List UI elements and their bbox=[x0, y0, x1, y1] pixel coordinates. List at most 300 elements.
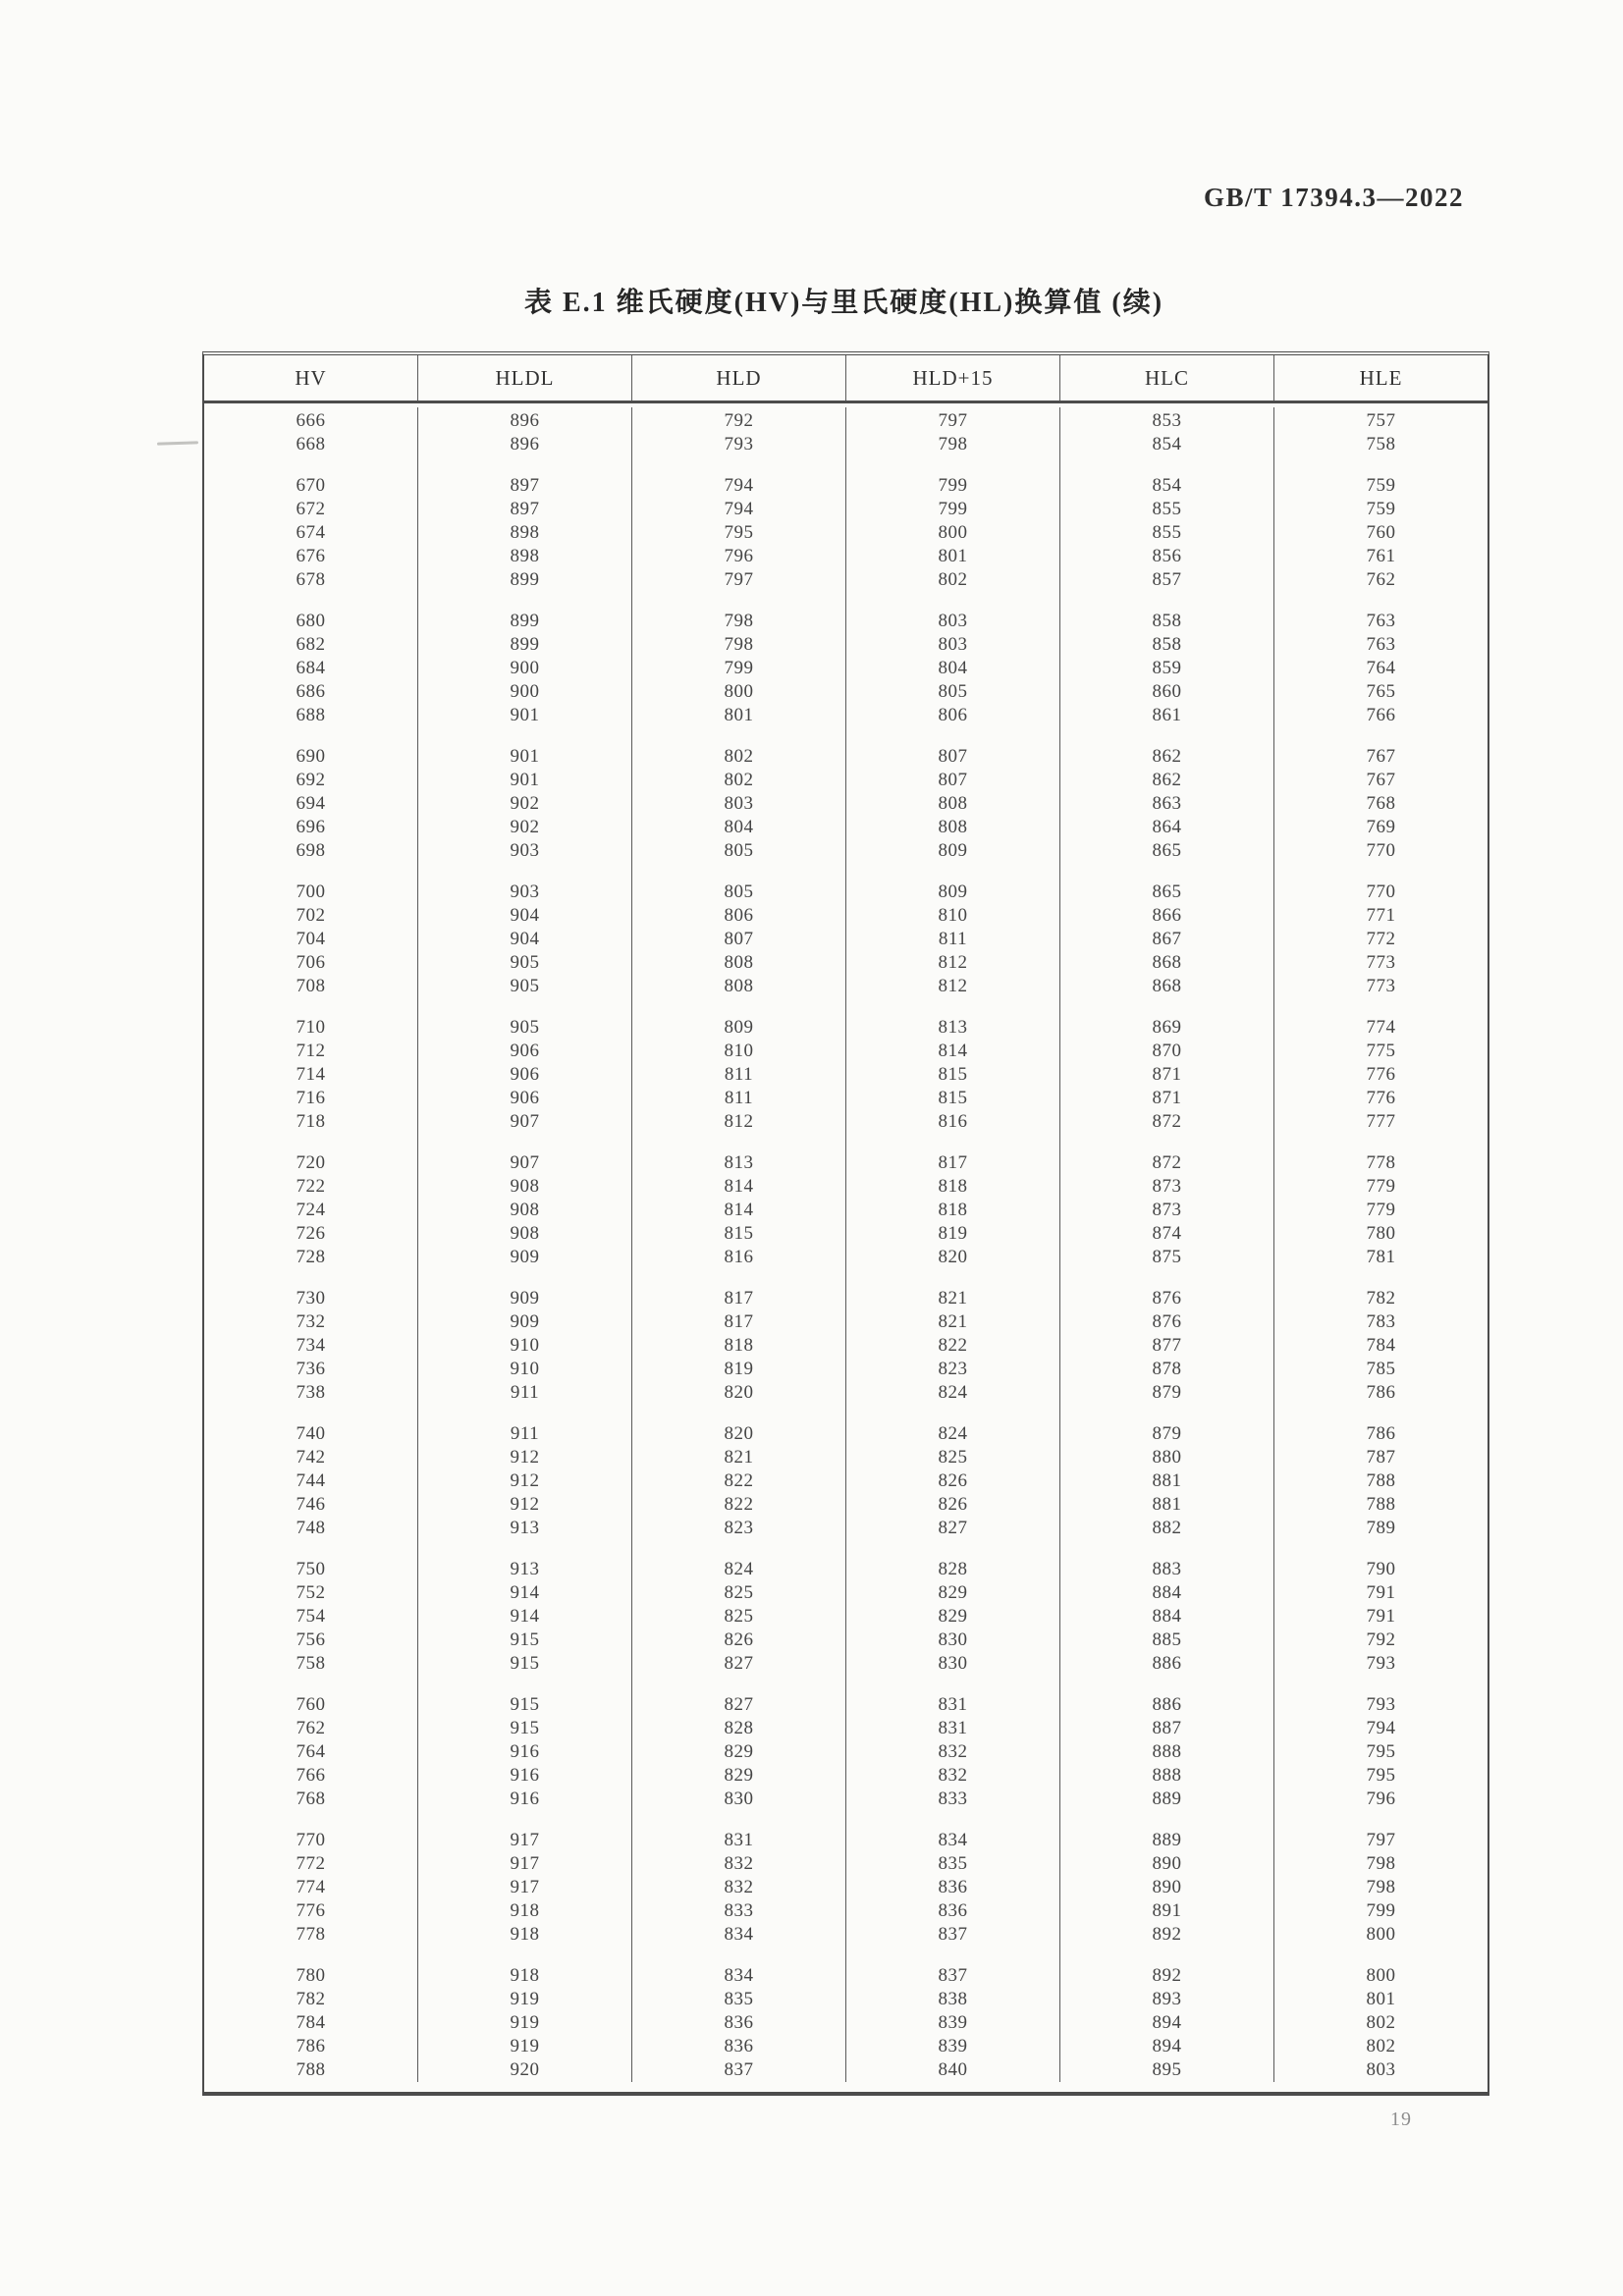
table-cell: 799 bbox=[938, 499, 968, 519]
table-cell: 820 bbox=[724, 1423, 754, 1444]
table-cell: 898 bbox=[510, 522, 540, 543]
table-cell: 813 bbox=[724, 1152, 754, 1173]
table-cell: 829 bbox=[938, 1606, 968, 1627]
table-cell: 688 bbox=[296, 705, 326, 725]
table-cell: 831 bbox=[938, 1718, 968, 1738]
table-cell: 914 bbox=[510, 1582, 540, 1603]
table-cell: 690 bbox=[296, 746, 326, 767]
table-cell: 761 bbox=[1366, 546, 1396, 566]
table-cell: 881 bbox=[1152, 1470, 1182, 1491]
table-cell: 916 bbox=[510, 1789, 540, 1809]
table-cell: 788 bbox=[296, 2059, 326, 2080]
row-group bbox=[1060, 1151, 1273, 1269]
table-cell: 773 bbox=[1366, 976, 1396, 996]
table-cell: 917 bbox=[510, 1830, 540, 1850]
table-cell: 794 bbox=[1366, 1718, 1396, 1738]
table-cell: 818 bbox=[724, 1335, 754, 1356]
table-cell: 890 bbox=[1152, 1877, 1182, 1897]
table-cell: 879 bbox=[1152, 1423, 1182, 1444]
table-cell: 919 bbox=[510, 2012, 540, 2033]
table-cell: 702 bbox=[296, 905, 326, 926]
table-cell: 775 bbox=[1366, 1041, 1396, 1061]
table-cell: 905 bbox=[510, 1017, 540, 1038]
table-cell: 800 bbox=[724, 681, 754, 702]
row-group bbox=[632, 1693, 845, 1811]
table-cell: 896 bbox=[510, 410, 540, 431]
row-group bbox=[418, 1151, 631, 1269]
table-cell: 819 bbox=[938, 1223, 968, 1244]
row-group bbox=[846, 1151, 1059, 1269]
table-cell: 918 bbox=[510, 1924, 540, 1945]
table-cell: 813 bbox=[938, 1017, 968, 1038]
table-cell: 911 bbox=[510, 1423, 540, 1444]
table-cell: 875 bbox=[1152, 1247, 1182, 1267]
table-cell: 728 bbox=[296, 1247, 326, 1267]
table-cell: 698 bbox=[296, 840, 326, 861]
table-cell: 788 bbox=[1366, 1470, 1396, 1491]
row-group bbox=[204, 745, 417, 863]
table-cell: 826 bbox=[938, 1494, 968, 1515]
table-cell: 899 bbox=[510, 569, 540, 590]
table-cell: 883 bbox=[1152, 1559, 1182, 1579]
table-cell: 856 bbox=[1152, 546, 1182, 566]
table-cell: 811 bbox=[724, 1064, 754, 1085]
table-cell: 815 bbox=[724, 1223, 754, 1244]
table-cell: 791 bbox=[1366, 1582, 1396, 1603]
table-cell: 807 bbox=[724, 929, 754, 949]
table-cell: 829 bbox=[724, 1765, 754, 1786]
table-cell: 830 bbox=[724, 1789, 754, 1809]
table-cell: 758 bbox=[296, 1653, 326, 1674]
table-cell: 893 bbox=[1152, 1989, 1182, 2009]
row-group bbox=[204, 409, 417, 456]
table-cell: 895 bbox=[1152, 2059, 1182, 2080]
table-cell: 919 bbox=[510, 2036, 540, 2056]
table-cell: 824 bbox=[938, 1382, 968, 1403]
table-cell: 896 bbox=[510, 434, 540, 454]
table-cell: 825 bbox=[724, 1606, 754, 1627]
table-cell: 770 bbox=[1366, 881, 1396, 902]
table-cell: 840 bbox=[938, 2059, 968, 2080]
table-cell: 810 bbox=[938, 905, 968, 926]
table-cell: 776 bbox=[1366, 1088, 1396, 1108]
table-cell: 901 bbox=[510, 770, 540, 790]
table-cell: 778 bbox=[296, 1924, 326, 1945]
table-cell: 839 bbox=[938, 2012, 968, 2033]
table-cell: 823 bbox=[724, 1518, 754, 1538]
table-cell: 765 bbox=[1366, 681, 1396, 702]
table-cell: 706 bbox=[296, 952, 326, 973]
table-title: 表 E.1 维氏硬度(HV)与里氏硬度(HL)换算值 (续) bbox=[523, 288, 1164, 318]
table-cell: 774 bbox=[1366, 1017, 1396, 1038]
table-cell: 831 bbox=[938, 1694, 968, 1715]
table-cell: 865 bbox=[1152, 881, 1182, 902]
row-group bbox=[632, 1151, 845, 1269]
table-cell: 742 bbox=[296, 1447, 326, 1468]
table-cell: 873 bbox=[1152, 1176, 1182, 1197]
table-cell: 903 bbox=[510, 881, 540, 902]
table-cell: 862 bbox=[1152, 746, 1182, 767]
table-cell: 708 bbox=[296, 976, 326, 996]
table-cell: 864 bbox=[1152, 817, 1182, 837]
table-cell: 913 bbox=[510, 1518, 540, 1538]
table-cell: 785 bbox=[1366, 1359, 1396, 1379]
table-cell: 788 bbox=[1366, 1494, 1396, 1515]
table-cell: 805 bbox=[724, 881, 754, 902]
table-cell: 776 bbox=[296, 1900, 326, 1921]
table-cell: 776 bbox=[1366, 1064, 1396, 1085]
row-group bbox=[846, 474, 1059, 592]
table-cell: 704 bbox=[296, 929, 326, 949]
table-cell: 880 bbox=[1152, 1447, 1182, 1468]
table-cell: 802 bbox=[724, 746, 754, 767]
table-cell: 724 bbox=[296, 1200, 326, 1220]
table-cell: 837 bbox=[938, 1965, 968, 1986]
table-cell: 827 bbox=[724, 1653, 754, 1674]
row-group bbox=[1274, 1693, 1488, 1811]
table-cell: 666 bbox=[296, 410, 326, 431]
row-group bbox=[846, 881, 1059, 998]
table-cell: 793 bbox=[724, 434, 754, 454]
row-group bbox=[1274, 1558, 1488, 1676]
table-cell: 822 bbox=[724, 1470, 754, 1491]
row-group bbox=[1060, 409, 1273, 456]
table-cell: 918 bbox=[510, 1965, 540, 1986]
row-group bbox=[1060, 745, 1273, 863]
table-cell: 915 bbox=[510, 1694, 540, 1715]
table-cell: 836 bbox=[724, 2036, 754, 2056]
table-cell: 832 bbox=[724, 1877, 754, 1897]
row-group bbox=[418, 1287, 631, 1405]
table-cell: 909 bbox=[510, 1311, 540, 1332]
table-cell: 777 bbox=[1366, 1111, 1396, 1132]
row-group bbox=[1060, 1422, 1273, 1540]
row-group bbox=[846, 1287, 1059, 1405]
table-cell: 789 bbox=[1366, 1518, 1396, 1538]
table-cell: 822 bbox=[724, 1494, 754, 1515]
table-cell: 773 bbox=[1366, 952, 1396, 973]
table-cell: 820 bbox=[938, 1247, 968, 1267]
table-cell: 732 bbox=[296, 1311, 326, 1332]
table-cell: 884 bbox=[1152, 1606, 1182, 1627]
row-group bbox=[632, 1287, 845, 1405]
row-group bbox=[1274, 1964, 1488, 2082]
table-cell: 686 bbox=[296, 681, 326, 702]
table-cell: 877 bbox=[1152, 1335, 1182, 1356]
table-cell: 734 bbox=[296, 1335, 326, 1356]
row-group bbox=[204, 474, 417, 592]
table-cell: 774 bbox=[296, 1877, 326, 1897]
table-cell: 920 bbox=[510, 2059, 540, 2080]
table-cell: 714 bbox=[296, 1064, 326, 1085]
table-cell: 876 bbox=[1152, 1288, 1182, 1308]
table-cell: 762 bbox=[1366, 569, 1396, 590]
table-cell: 800 bbox=[1366, 1924, 1396, 1945]
column-header: HLD bbox=[632, 355, 846, 400]
table-cell: 818 bbox=[938, 1200, 968, 1220]
row-group bbox=[1060, 1287, 1273, 1405]
table-cell: 798 bbox=[724, 611, 754, 631]
table-cell: 823 bbox=[938, 1359, 968, 1379]
row-group bbox=[1274, 474, 1488, 592]
table-cell: 907 bbox=[510, 1111, 540, 1132]
table-cell: 836 bbox=[938, 1900, 968, 1921]
table-cell: 790 bbox=[1366, 1559, 1396, 1579]
row-group bbox=[1274, 409, 1488, 456]
table-cell: 855 bbox=[1152, 499, 1182, 519]
table-cell: 897 bbox=[510, 475, 540, 496]
row-group bbox=[204, 1964, 417, 2082]
table-cell: 912 bbox=[510, 1447, 540, 1468]
table-cell: 909 bbox=[510, 1247, 540, 1267]
table-cell: 828 bbox=[724, 1718, 754, 1738]
table-cell: 796 bbox=[724, 546, 754, 566]
table-cell: 887 bbox=[1152, 1718, 1182, 1738]
table-cell: 912 bbox=[510, 1494, 540, 1515]
row-group bbox=[846, 745, 1059, 863]
table-cell: 798 bbox=[938, 434, 968, 454]
table-cell: 682 bbox=[296, 634, 326, 655]
table-cell: 855 bbox=[1152, 522, 1182, 543]
row-group bbox=[632, 1422, 845, 1540]
table-cell: 904 bbox=[510, 905, 540, 926]
table-cell: 738 bbox=[296, 1382, 326, 1403]
table-cell: 881 bbox=[1152, 1494, 1182, 1515]
row-group bbox=[1274, 1151, 1488, 1269]
table-cell: 839 bbox=[938, 2036, 968, 2056]
table-cell: 809 bbox=[938, 881, 968, 902]
table-cell: 885 bbox=[1152, 1629, 1182, 1650]
table-cell: 763 bbox=[1366, 611, 1396, 631]
table-cell: 914 bbox=[510, 1606, 540, 1627]
table-cell: 915 bbox=[510, 1718, 540, 1738]
table-cell: 836 bbox=[938, 1877, 968, 1897]
table-cell: 811 bbox=[938, 929, 968, 949]
table-column bbox=[846, 407, 1060, 2082]
table-cell: 810 bbox=[724, 1041, 754, 1061]
row-group bbox=[1274, 610, 1488, 727]
scan-artifact-mark bbox=[157, 441, 198, 445]
row-group bbox=[418, 745, 631, 863]
table-cell: 818 bbox=[938, 1176, 968, 1197]
table-cell: 767 bbox=[1366, 770, 1396, 790]
table-cell: 826 bbox=[938, 1470, 968, 1491]
row-group bbox=[418, 1558, 631, 1676]
table-cell: 768 bbox=[1366, 793, 1396, 814]
table-cell: 770 bbox=[296, 1830, 326, 1850]
table-cell: 917 bbox=[510, 1853, 540, 1874]
table-cell: 907 bbox=[510, 1152, 540, 1173]
table-cell: 797 bbox=[1366, 1830, 1396, 1850]
table-cell: 860 bbox=[1152, 681, 1182, 702]
table-cell: 718 bbox=[296, 1111, 326, 1132]
table-cell: 787 bbox=[1366, 1447, 1396, 1468]
row-group bbox=[632, 745, 845, 863]
table-column bbox=[418, 407, 632, 2082]
row-group bbox=[418, 1964, 631, 2082]
table-cell: 916 bbox=[510, 1765, 540, 1786]
table-cell: 771 bbox=[1366, 905, 1396, 926]
table-cell: 918 bbox=[510, 1900, 540, 1921]
table-cell: 892 bbox=[1152, 1965, 1182, 1986]
row-group bbox=[204, 1829, 417, 1947]
table-cell: 832 bbox=[938, 1741, 968, 1762]
table-cell: 902 bbox=[510, 817, 540, 837]
row-group bbox=[846, 1558, 1059, 1676]
table-cell: 793 bbox=[1366, 1694, 1396, 1715]
row-group bbox=[846, 1964, 1059, 2082]
table-cell: 784 bbox=[296, 2012, 326, 2033]
table-cell: 794 bbox=[724, 499, 754, 519]
table-cell: 865 bbox=[1152, 840, 1182, 861]
row-group bbox=[204, 881, 417, 998]
table-cell: 801 bbox=[938, 546, 968, 566]
table-cell: 858 bbox=[1152, 611, 1182, 631]
table-cell: 821 bbox=[938, 1311, 968, 1332]
table-cell: 802 bbox=[724, 770, 754, 790]
table-cell: 816 bbox=[724, 1247, 754, 1267]
table-cell: 808 bbox=[724, 952, 754, 973]
table-cell: 854 bbox=[1152, 475, 1182, 496]
table-cell: 720 bbox=[296, 1152, 326, 1173]
row-group bbox=[632, 1558, 845, 1676]
table-cell: 892 bbox=[1152, 1924, 1182, 1945]
table-cell: 780 bbox=[296, 1965, 326, 1986]
row-group bbox=[1060, 1016, 1273, 1134]
table-cell: 812 bbox=[724, 1111, 754, 1132]
row-group bbox=[204, 1151, 417, 1269]
table-cell: 854 bbox=[1152, 434, 1182, 454]
table-cell: 680 bbox=[296, 611, 326, 631]
table-cell: 917 bbox=[510, 1877, 540, 1897]
table-cell: 905 bbox=[510, 976, 540, 996]
row-group bbox=[418, 474, 631, 592]
table-cell: 700 bbox=[296, 881, 326, 902]
table-cell: 863 bbox=[1152, 793, 1182, 814]
table-cell: 835 bbox=[938, 1853, 968, 1874]
table-cell: 824 bbox=[724, 1559, 754, 1579]
table-cell: 817 bbox=[938, 1152, 968, 1173]
table-cell: 805 bbox=[724, 840, 754, 861]
table-cell: 826 bbox=[724, 1629, 754, 1650]
table-cell: 912 bbox=[510, 1470, 540, 1491]
table-cell: 791 bbox=[1366, 1606, 1396, 1627]
row-group bbox=[204, 610, 417, 727]
table-cell: 872 bbox=[1152, 1111, 1182, 1132]
column-header: HLD+15 bbox=[846, 355, 1060, 400]
table-cell: 853 bbox=[1152, 410, 1182, 431]
table-cell: 814 bbox=[724, 1176, 754, 1197]
table-cell: 763 bbox=[1366, 634, 1396, 655]
table-cell: 696 bbox=[296, 817, 326, 837]
table-cell: 879 bbox=[1152, 1382, 1182, 1403]
table-cell: 834 bbox=[724, 1924, 754, 1945]
table-cell: 795 bbox=[1366, 1765, 1396, 1786]
row-group bbox=[1274, 745, 1488, 863]
table-cell: 795 bbox=[1366, 1741, 1396, 1762]
table-cell: 798 bbox=[724, 634, 754, 655]
table-cell: 894 bbox=[1152, 2012, 1182, 2033]
table-cell: 830 bbox=[938, 1629, 968, 1650]
row-group bbox=[1274, 1422, 1488, 1540]
table-cell: 722 bbox=[296, 1176, 326, 1197]
column-header: HLC bbox=[1060, 355, 1274, 400]
table-cell: 867 bbox=[1152, 929, 1182, 949]
table-cell: 836 bbox=[724, 2012, 754, 2033]
table-cell: 764 bbox=[1366, 658, 1396, 678]
table-cell: 798 bbox=[1366, 1853, 1396, 1874]
table-cell: 794 bbox=[724, 475, 754, 496]
page-number: 19 bbox=[1390, 2109, 1412, 2130]
row-group bbox=[418, 1016, 631, 1134]
table-cell: 873 bbox=[1152, 1200, 1182, 1220]
table-cell: 786 bbox=[1366, 1423, 1396, 1444]
table-cell: 757 bbox=[1366, 410, 1396, 431]
row-group bbox=[1274, 1287, 1488, 1405]
row-group bbox=[846, 1693, 1059, 1811]
row-group bbox=[418, 610, 631, 727]
table-cell: 904 bbox=[510, 929, 540, 949]
table-cell: 894 bbox=[1152, 2036, 1182, 2056]
standard-code: GB/T 17394.3—2022 bbox=[1203, 183, 1464, 212]
table-column bbox=[204, 407, 418, 2082]
row-group bbox=[204, 1422, 417, 1540]
row-group bbox=[632, 610, 845, 727]
table-cell: 746 bbox=[296, 1494, 326, 1515]
table-cell: 678 bbox=[296, 569, 326, 590]
table-cell: 736 bbox=[296, 1359, 326, 1379]
table-cell: 890 bbox=[1152, 1853, 1182, 1874]
table-cell: 871 bbox=[1152, 1088, 1182, 1108]
table-cell: 670 bbox=[296, 475, 326, 496]
table-cell: 857 bbox=[1152, 569, 1182, 590]
table-cell: 866 bbox=[1152, 905, 1182, 926]
table-cell: 797 bbox=[938, 410, 968, 431]
table-cell: 906 bbox=[510, 1041, 540, 1061]
table-cell: 816 bbox=[938, 1111, 968, 1132]
table-cell: 868 bbox=[1152, 976, 1182, 996]
table-cell: 874 bbox=[1152, 1223, 1182, 1244]
table-cell: 906 bbox=[510, 1064, 540, 1085]
table-cell: 694 bbox=[296, 793, 326, 814]
row-group bbox=[418, 1693, 631, 1811]
table-cell: 762 bbox=[296, 1718, 326, 1738]
table-cell: 821 bbox=[724, 1447, 754, 1468]
table-cell: 797 bbox=[724, 569, 754, 590]
table-cell: 812 bbox=[938, 976, 968, 996]
table-cell: 829 bbox=[938, 1582, 968, 1603]
table-cell: 906 bbox=[510, 1088, 540, 1108]
table-cell: 822 bbox=[938, 1335, 968, 1356]
table-cell: 886 bbox=[1152, 1694, 1182, 1715]
table-cell: 760 bbox=[296, 1694, 326, 1715]
table-cell: 796 bbox=[1366, 1789, 1396, 1809]
table-cell: 807 bbox=[938, 770, 968, 790]
table-header-row bbox=[204, 355, 1488, 403]
table-cell: 817 bbox=[724, 1288, 754, 1308]
table-cell: 803 bbox=[938, 634, 968, 655]
table-cell: 824 bbox=[938, 1423, 968, 1444]
table-cell: 806 bbox=[938, 705, 968, 725]
table-cell: 802 bbox=[1366, 2036, 1396, 2056]
table-cell: 740 bbox=[296, 1423, 326, 1444]
table-column bbox=[632, 407, 846, 2082]
table-cell: 744 bbox=[296, 1470, 326, 1491]
table-cell: 808 bbox=[938, 793, 968, 814]
table-cell: 899 bbox=[510, 611, 540, 631]
table-cell: 814 bbox=[938, 1041, 968, 1061]
table-cell: 802 bbox=[938, 569, 968, 590]
